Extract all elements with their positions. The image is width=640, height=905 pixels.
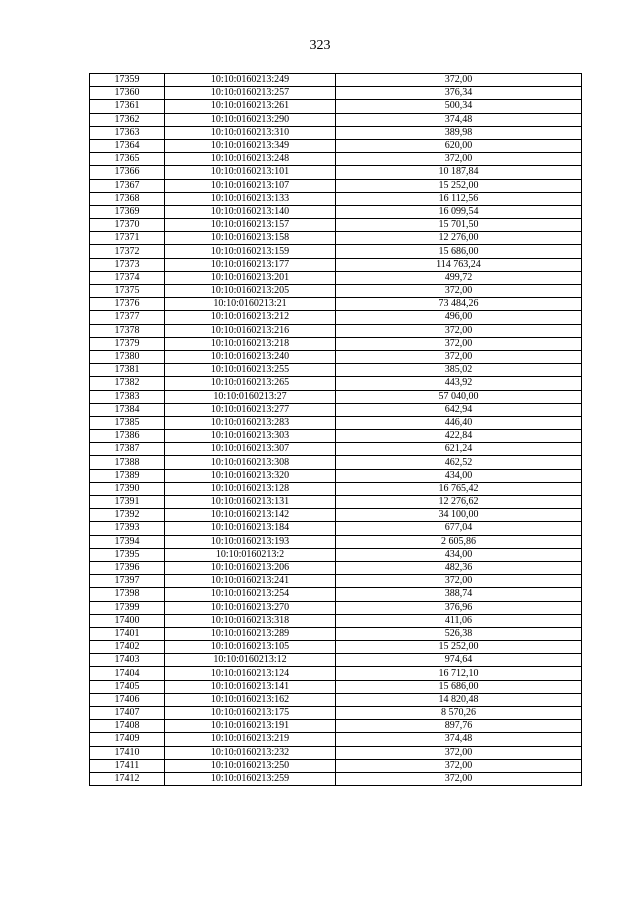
value-cell: 434,00 — [336, 469, 582, 482]
row-number-cell: 17375 — [90, 285, 165, 298]
row-number-cell: 17365 — [90, 153, 165, 166]
row-number-cell: 17363 — [90, 126, 165, 139]
cadastral-number-cell: 10:10:0160213:318 — [165, 614, 336, 627]
row-number-cell: 17388 — [90, 456, 165, 469]
table-row — [90, 482, 582, 495]
cadastral-number-cell: 10:10:0160213:250 — [165, 759, 336, 772]
value-cell: 16 765,42 — [336, 482, 582, 495]
value-cell: 496,00 — [336, 311, 582, 324]
value-cell: 376,34 — [336, 87, 582, 100]
table-row — [90, 87, 582, 100]
row-number-cell: 17383 — [90, 390, 165, 403]
table-row — [90, 205, 582, 218]
value-cell: 12 276,00 — [336, 232, 582, 245]
row-number-cell: 17394 — [90, 535, 165, 548]
row-number-cell: 17391 — [90, 496, 165, 509]
row-number-cell: 17407 — [90, 707, 165, 720]
cadastral-number-cell: 10:10:0160213:254 — [165, 588, 336, 601]
cadastral-number-cell: 10:10:0160213:248 — [165, 153, 336, 166]
row-number-cell: 17368 — [90, 192, 165, 205]
row-number-cell: 17381 — [90, 364, 165, 377]
value-cell: 372,00 — [336, 285, 582, 298]
row-number-cell: 17364 — [90, 139, 165, 152]
cadastral-number-cell: 10:10:0160213:191 — [165, 720, 336, 733]
cadastral-number-cell: 10:10:0160213:124 — [165, 667, 336, 680]
cadastral-number-cell: 10:10:0160213:158 — [165, 232, 336, 245]
row-number-cell: 17399 — [90, 601, 165, 614]
value-cell: 2 605,86 — [336, 535, 582, 548]
table-row — [90, 311, 582, 324]
value-cell: 12 276,62 — [336, 496, 582, 509]
value-cell: 642,94 — [336, 403, 582, 416]
row-number-cell: 17380 — [90, 350, 165, 363]
cadastral-number-cell: 10:10:0160213:201 — [165, 271, 336, 284]
value-cell: 15 701,50 — [336, 219, 582, 232]
cadastral-number-cell: 10:10:0160213:193 — [165, 535, 336, 548]
cadastral-number-cell: 10:10:0160213:290 — [165, 113, 336, 126]
table-row — [90, 364, 582, 377]
row-number-cell: 17379 — [90, 337, 165, 350]
cadastral-number-cell: 10:10:0160213:240 — [165, 350, 336, 363]
table-row — [90, 707, 582, 720]
value-cell: 372,00 — [336, 759, 582, 772]
table-row — [90, 113, 582, 126]
value-cell: 372,00 — [336, 153, 582, 166]
table-row — [90, 772, 582, 785]
value-cell: 434,00 — [336, 548, 582, 561]
row-number-cell: 17401 — [90, 627, 165, 640]
row-number-cell: 17370 — [90, 219, 165, 232]
row-number-cell: 17393 — [90, 522, 165, 535]
row-number-cell: 17398 — [90, 588, 165, 601]
table-row — [90, 575, 582, 588]
value-cell: 388,74 — [336, 588, 582, 601]
cadastral-number-cell: 10:10:0160213:307 — [165, 443, 336, 456]
cadastral-number-cell: 10:10:0160213:212 — [165, 311, 336, 324]
value-cell: 374,48 — [336, 733, 582, 746]
table-row — [90, 733, 582, 746]
data-table — [89, 73, 582, 786]
table-row — [90, 614, 582, 627]
cadastral-number-cell: 10:10:0160213:175 — [165, 707, 336, 720]
value-cell: 372,00 — [336, 324, 582, 337]
table-row — [90, 654, 582, 667]
value-cell: 677,04 — [336, 522, 582, 535]
table-row — [90, 601, 582, 614]
value-cell: 389,98 — [336, 126, 582, 139]
cadastral-number-cell: 10:10:0160213:159 — [165, 245, 336, 258]
table-row — [90, 680, 582, 693]
value-cell: 372,00 — [336, 575, 582, 588]
table-row — [90, 627, 582, 640]
table-row — [90, 100, 582, 113]
table-row — [90, 443, 582, 456]
table-row — [90, 166, 582, 179]
cadastral-number-cell: 10:10:0160213:184 — [165, 522, 336, 535]
row-number-cell: 17400 — [90, 614, 165, 627]
cadastral-number-cell: 10:10:0160213:257 — [165, 87, 336, 100]
table-row — [90, 271, 582, 284]
table-row — [90, 192, 582, 205]
row-number-cell: 17377 — [90, 311, 165, 324]
row-number-cell: 17361 — [90, 100, 165, 113]
cadastral-number-cell: 10:10:0160213:27 — [165, 390, 336, 403]
row-number-cell: 17390 — [90, 482, 165, 495]
cadastral-number-cell: 10:10:0160213:162 — [165, 693, 336, 706]
table-row — [90, 496, 582, 509]
value-cell: 482,36 — [336, 561, 582, 574]
row-number-cell: 17367 — [90, 179, 165, 192]
row-number-cell: 17386 — [90, 430, 165, 443]
row-number-cell: 17395 — [90, 548, 165, 561]
table-row — [90, 720, 582, 733]
value-cell: 372,00 — [336, 74, 582, 87]
row-number-cell: 17389 — [90, 469, 165, 482]
cadastral-number-cell: 10:10:0160213:177 — [165, 258, 336, 271]
cadastral-number-cell: 10:10:0160213:131 — [165, 496, 336, 509]
cadastral-number-cell: 10:10:0160213:320 — [165, 469, 336, 482]
cadastral-number-cell: 10:10:0160213:289 — [165, 627, 336, 640]
cadastral-number-cell: 10:10:0160213:140 — [165, 205, 336, 218]
value-cell: 15 252,00 — [336, 179, 582, 192]
table-row — [90, 153, 582, 166]
value-cell: 376,96 — [336, 601, 582, 614]
value-cell: 621,24 — [336, 443, 582, 456]
table-row — [90, 179, 582, 192]
table-row — [90, 324, 582, 337]
value-cell: 16 112,56 — [336, 192, 582, 205]
value-cell: 620,00 — [336, 139, 582, 152]
cadastral-number-cell: 10:10:0160213:107 — [165, 179, 336, 192]
row-number-cell: 17376 — [90, 298, 165, 311]
cadastral-number-cell: 10:10:0160213:205 — [165, 285, 336, 298]
value-cell: 73 484,26 — [336, 298, 582, 311]
row-number-cell: 17372 — [90, 245, 165, 258]
table-row — [90, 535, 582, 548]
cadastral-number-cell: 10:10:0160213:241 — [165, 575, 336, 588]
cadastral-number-cell: 10:10:0160213:128 — [165, 482, 336, 495]
value-cell: 34 100,00 — [336, 509, 582, 522]
cadastral-number-cell: 10:10:0160213:277 — [165, 403, 336, 416]
value-cell: 374,48 — [336, 113, 582, 126]
table-row — [90, 350, 582, 363]
table-row — [90, 390, 582, 403]
row-number-cell: 17396 — [90, 561, 165, 574]
table-row — [90, 469, 582, 482]
row-number-cell: 17385 — [90, 416, 165, 429]
table-row — [90, 430, 582, 443]
row-number-cell: 17374 — [90, 271, 165, 284]
table-row — [90, 285, 582, 298]
cadastral-number-cell: 10:10:0160213:349 — [165, 139, 336, 152]
table-row — [90, 509, 582, 522]
cadastral-number-cell: 10:10:0160213:2 — [165, 548, 336, 561]
cadastral-number-cell: 10:10:0160213:12 — [165, 654, 336, 667]
table-row — [90, 245, 582, 258]
value-cell: 15 686,00 — [336, 245, 582, 258]
value-cell: 16 099,54 — [336, 205, 582, 218]
cadastral-number-cell: 10:10:0160213:105 — [165, 641, 336, 654]
row-number-cell: 17402 — [90, 641, 165, 654]
row-number-cell: 17406 — [90, 693, 165, 706]
cadastral-number-cell: 10:10:0160213:249 — [165, 74, 336, 87]
value-cell: 500,34 — [336, 100, 582, 113]
value-cell: 446,40 — [336, 416, 582, 429]
row-number-cell: 17405 — [90, 680, 165, 693]
row-number-cell: 17403 — [90, 654, 165, 667]
value-cell: 114 763,24 — [336, 258, 582, 271]
table-row — [90, 298, 582, 311]
row-number-cell: 17373 — [90, 258, 165, 271]
cadastral-number-cell: 10:10:0160213:259 — [165, 772, 336, 785]
cadastral-number-cell: 10:10:0160213:218 — [165, 337, 336, 350]
table-row — [90, 139, 582, 152]
row-number-cell: 17359 — [90, 74, 165, 87]
row-number-cell: 17408 — [90, 720, 165, 733]
value-cell: 372,00 — [336, 746, 582, 759]
table-row — [90, 456, 582, 469]
cadastral-number-cell: 10:10:0160213:270 — [165, 601, 336, 614]
row-number-cell: 17412 — [90, 772, 165, 785]
cadastral-number-cell: 10:10:0160213:141 — [165, 680, 336, 693]
value-cell: 15 686,00 — [336, 680, 582, 693]
table-row — [90, 219, 582, 232]
cadastral-number-cell: 10:10:0160213:232 — [165, 746, 336, 759]
value-cell: 443,92 — [336, 377, 582, 390]
table-row — [90, 693, 582, 706]
table-row — [90, 759, 582, 772]
row-number-cell: 17362 — [90, 113, 165, 126]
cadastral-number-cell: 10:10:0160213:283 — [165, 416, 336, 429]
row-number-cell: 17411 — [90, 759, 165, 772]
table-row — [90, 377, 582, 390]
cadastral-number-cell: 10:10:0160213:157 — [165, 219, 336, 232]
row-number-cell: 17384 — [90, 403, 165, 416]
row-number-cell: 17371 — [90, 232, 165, 245]
cadastral-number-cell: 10:10:0160213:261 — [165, 100, 336, 113]
value-cell: 57 040,00 — [336, 390, 582, 403]
table-row — [90, 561, 582, 574]
row-number-cell: 17382 — [90, 377, 165, 390]
table-row — [90, 667, 582, 680]
row-number-cell: 17397 — [90, 575, 165, 588]
value-cell: 372,00 — [336, 772, 582, 785]
value-cell: 897,76 — [336, 720, 582, 733]
cadastral-number-cell: 10:10:0160213:216 — [165, 324, 336, 337]
row-number-cell: 17369 — [90, 205, 165, 218]
table-row — [90, 126, 582, 139]
row-number-cell: 17392 — [90, 509, 165, 522]
value-cell: 10 187,84 — [336, 166, 582, 179]
cadastral-number-cell: 10:10:0160213:101 — [165, 166, 336, 179]
value-cell: 385,02 — [336, 364, 582, 377]
row-number-cell: 17409 — [90, 733, 165, 746]
value-cell: 372,00 — [336, 337, 582, 350]
value-cell: 526,38 — [336, 627, 582, 640]
cadastral-number-cell: 10:10:0160213:265 — [165, 377, 336, 390]
row-number-cell: 17366 — [90, 166, 165, 179]
row-number-cell: 17378 — [90, 324, 165, 337]
cadastral-number-cell: 10:10:0160213:142 — [165, 509, 336, 522]
value-cell: 16 712,10 — [336, 667, 582, 680]
value-cell: 422,84 — [336, 430, 582, 443]
table-row — [90, 258, 582, 271]
value-cell: 974,64 — [336, 654, 582, 667]
table-row — [90, 337, 582, 350]
table-row — [90, 232, 582, 245]
table-row — [90, 416, 582, 429]
value-cell: 15 252,00 — [336, 641, 582, 654]
page-number: 323 — [309, 38, 331, 53]
value-cell: 499,72 — [336, 271, 582, 284]
cadastral-number-cell: 10:10:0160213:206 — [165, 561, 336, 574]
table-row — [90, 403, 582, 416]
cadastral-number-cell: 10:10:0160213:310 — [165, 126, 336, 139]
table-row — [90, 548, 582, 561]
value-cell: 462,52 — [336, 456, 582, 469]
cadastral-number-cell: 10:10:0160213:303 — [165, 430, 336, 443]
row-number-cell: 17410 — [90, 746, 165, 759]
table-row — [90, 746, 582, 759]
cadastral-number-cell: 10:10:0160213:255 — [165, 364, 336, 377]
row-number-cell: 17404 — [90, 667, 165, 680]
table-row — [90, 641, 582, 654]
value-cell: 14 820,48 — [336, 693, 582, 706]
cadastral-number-cell: 10:10:0160213:21 — [165, 298, 336, 311]
cadastral-number-cell: 10:10:0160213:308 — [165, 456, 336, 469]
cadastral-number-cell: 10:10:0160213:133 — [165, 192, 336, 205]
table-row — [90, 522, 582, 535]
value-cell: 8 570,26 — [336, 707, 582, 720]
row-number-cell: 17360 — [90, 87, 165, 100]
table-body — [90, 74, 582, 786]
value-cell: 372,00 — [336, 350, 582, 363]
table-row — [90, 588, 582, 601]
value-cell: 411,06 — [336, 614, 582, 627]
cadastral-number-cell: 10:10:0160213:219 — [165, 733, 336, 746]
table-row — [90, 74, 582, 87]
row-number-cell: 17387 — [90, 443, 165, 456]
